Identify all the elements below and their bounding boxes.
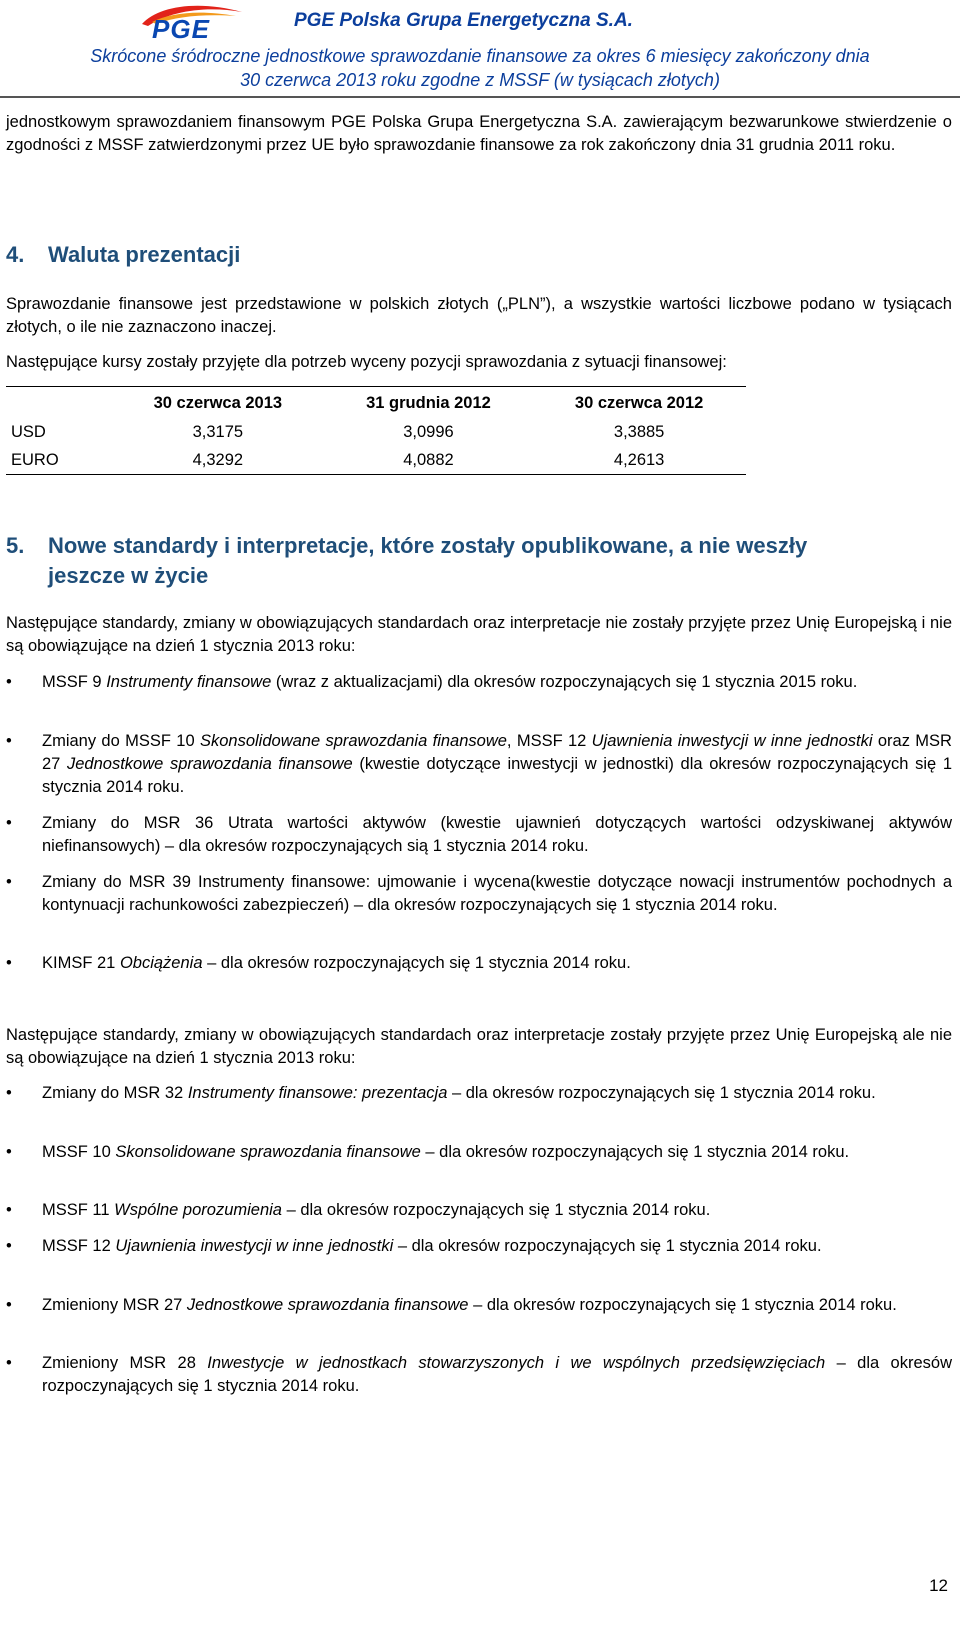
- table-header-blank: [6, 387, 111, 419]
- intro-paragraph: jednostkowym sprawozdaniem finansowym PGE Polska Grupa Energetyczna S.A. zawierającym bezwarunkowe stwierdzenie o zgodności z MSSF zatwierdzonymi przez UE było sprawozdanie finansowe za rok zakończony dnia 31 grudnia 2011 roku.: [6, 113, 952, 154]
- section-4-heading: [6, 240, 240, 270]
- rate-cell: 4,2613: [532, 446, 746, 475]
- report-subtitle: [0, 44, 960, 92]
- section-title-line-2: jeszcze w życie: [48, 563, 209, 588]
- logo-lettering: PGE: [152, 14, 210, 44]
- pge-logo: [138, 2, 248, 44]
- standards-intro-not-adopted: Następujące standardy, zmiany w obowiązujących standardach oraz interpretacje nie zostały przyjęte przez Unię Europejską i nie są obowiązujące na dzień 1 stycznia 2013 roku:: [6, 614, 952, 655]
- bullet-icon: •: [6, 873, 12, 891]
- table-row: [6, 418, 746, 446]
- section-title: Waluta prezentacji: [48, 242, 241, 267]
- bullet-icon: •: [6, 954, 12, 972]
- bullet-icon: •: [6, 732, 12, 750]
- rate-cell: 4,0882: [325, 446, 533, 475]
- subtitle-line-2: 30 czerwca 2013 roku zgodne z MSSF (w tysiącach złotych): [240, 70, 720, 90]
- rate-cell: 4,3292: [111, 446, 325, 475]
- rate-cell: 3,3885: [613, 422, 665, 441]
- rate-cell: 3,0996: [403, 422, 454, 441]
- bullet-icon: •: [6, 1296, 12, 1314]
- table-header-cell: 30 czerwca 2013: [111, 387, 325, 419]
- bullet-icon: •: [6, 1237, 12, 1255]
- subtitle-line-1: Skrócone śródroczne jednostkowe sprawozdanie finansowe za okres 6 miesięcy zakończony dnia: [90, 46, 870, 66]
- header-divider: [0, 96, 960, 98]
- bullet-icon: •: [6, 673, 12, 691]
- table-row: [6, 446, 746, 475]
- bullet-icon: •: [6, 814, 12, 832]
- bullet-icon: •: [6, 1084, 12, 1102]
- currency-cell: EURO: [6, 446, 111, 475]
- standards-intro-adopted: Następujące standardy, zmiany w obowiązujących standardach oraz interpretacje zostały przyjęte przez Unię Europejską ale nie są obowiązujące na dzień 1 stycznia 2013 roku:: [6, 1026, 952, 1067]
- section-number: 5.: [6, 533, 25, 558]
- bullet-icon: •: [6, 1201, 12, 1219]
- page-number: 12: [929, 1576, 948, 1595]
- section-number: 4.: [6, 242, 25, 267]
- section-title-line-1: Nowe standardy i interpretacje, które zostały opublikowane, a nie weszły: [48, 533, 808, 558]
- table-header-cell: 30 czerwca 2012: [532, 387, 746, 419]
- currency-paragraph: Sprawozdanie finansowe jest przedstawione w polskich złotych („PLN”), a wszystkie wartości liczbowe podano w tysiącach złotych, o ile nie zaznaczono inaczej.: [6, 295, 952, 336]
- table-header-cell: 31 grudnia 2012: [325, 387, 533, 419]
- exchange-rates-table: [6, 386, 746, 475]
- bullet-icon: •: [6, 1143, 12, 1161]
- rates-intro: Następujące kursy zostały przyjęte dla potrzeb wyceny pozycji sprawozdania z sytuacji finansowej:: [6, 353, 727, 371]
- page-header: [0, 0, 960, 98]
- section-5-heading: [6, 531, 807, 591]
- currency-cell: USD: [11, 422, 46, 441]
- table-header-row: [6, 387, 746, 419]
- rate-cell: 3,3175: [192, 422, 244, 441]
- company-name: PGE Polska Grupa Energetyczna S.A.: [294, 10, 633, 31]
- bullet-icon: •: [6, 1354, 12, 1372]
